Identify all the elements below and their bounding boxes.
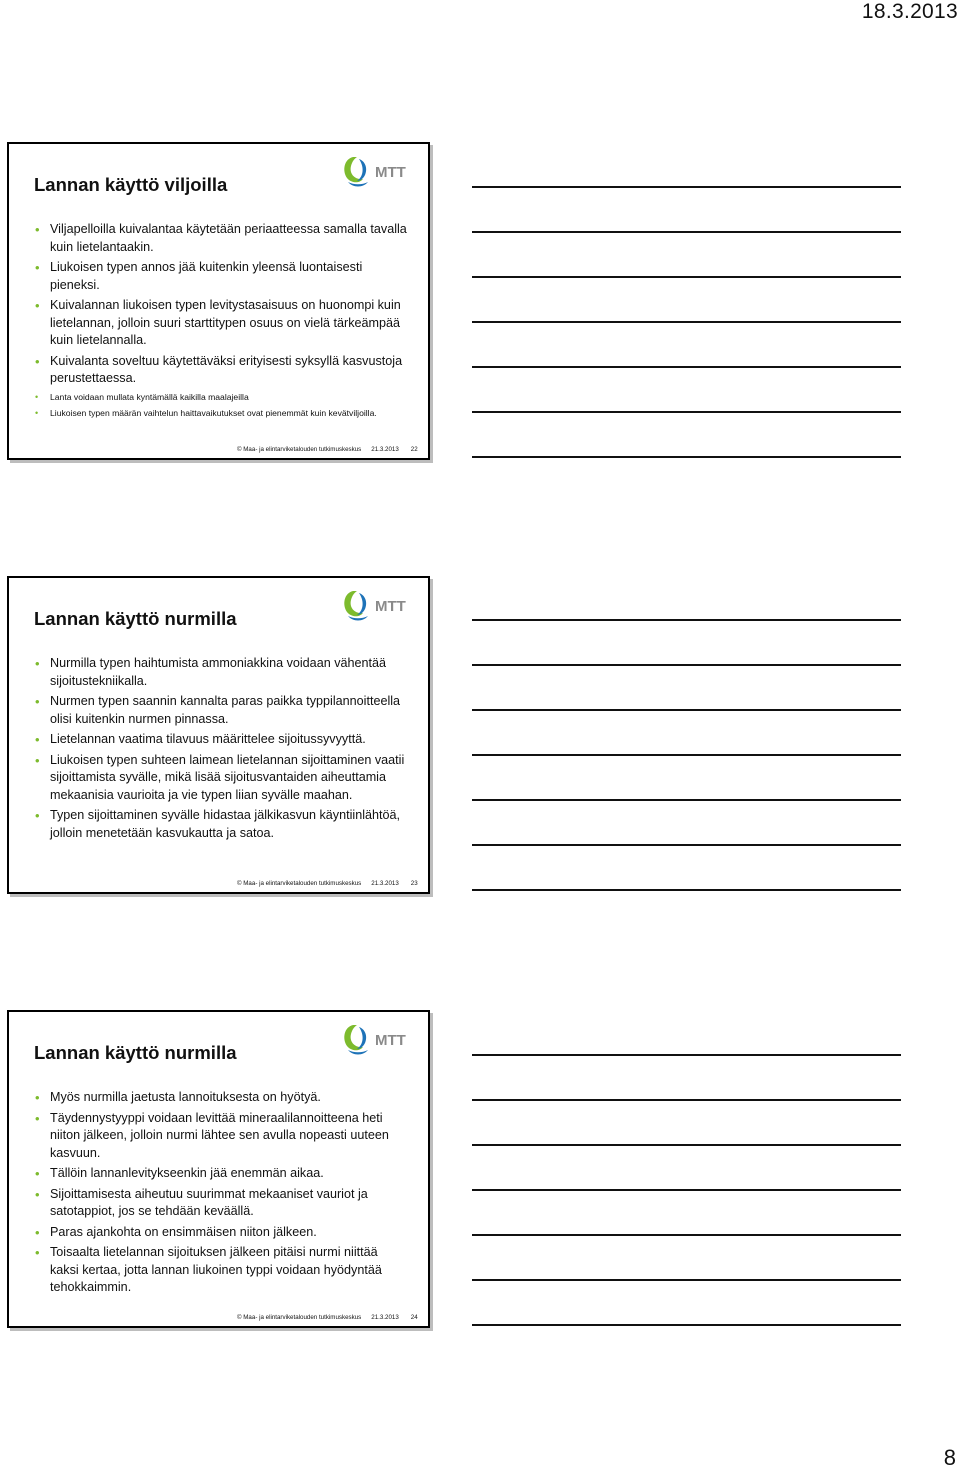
slide-24 xyxy=(7,1010,430,1328)
bullet-item: • Paras ajankohta on ensimmäisen niiton jälkeen. xyxy=(35,1224,317,1240)
notes-lines xyxy=(472,619,901,934)
sub-bullet-item: • Lanta voidaan mullata kyntämällä kaikilla maalajeilla xyxy=(35,391,249,402)
bullet-dot-icon: • xyxy=(35,1224,40,1240)
logo-text: MTT xyxy=(375,164,406,181)
bullet-dot-icon: • xyxy=(35,298,40,313)
bullet-dot-icon: • xyxy=(35,656,40,671)
slide-footer: © Maa- ja elintarviketalouden tutkimuskeskus 21.3.2013 22 xyxy=(237,446,418,453)
slide-22 xyxy=(7,142,430,460)
bullet-item: • Typen sijoittaminen syvälle hidastaa jälkikasvun käyntiinlähtöä, jolloin menetetään kasvukautta ja satoa. xyxy=(35,808,401,840)
logo-text: MTT xyxy=(375,1032,406,1049)
bullet-item: • Nurmen typen saannin kannalta paras paikka typpilannoitteella olisi kuitenkin nurmen pinnassa. xyxy=(35,694,401,726)
bullet-dot-icon: • xyxy=(35,1090,40,1105)
bullet-dot-icon: • xyxy=(35,391,39,402)
slide-title: Lannan käyttö nurmilla xyxy=(34,608,237,629)
bullet-item: • Toisaalta lietelannan sijoituksen jälkeen pitäisi nurmi niittää kaksi kertaa, jotta lannan liukoinen typpi voidaan hyödyntää tehokkaimmin. xyxy=(35,1245,382,1294)
bullet-item: • Täydennystyyppi voidaan levittää mineraalilannoitteena heti niiton jälkeen, jolloin nurmi lähtee sen avulla nopeasti uuteen kasvuun. xyxy=(35,1110,389,1160)
mtt-logo-icon xyxy=(341,153,417,191)
bullet-item: • Sijoittamisesta aiheutuu suurimmat mekaaniset vauriot ja satotappiot, jos se tehdään keväällä. xyxy=(35,1186,368,1218)
mtt-logo-icon xyxy=(341,1021,417,1059)
bullet-item: • Kuivalanta soveltuu käytettäväksi erityisesti syksyllä kasvustoja perustettaessa. xyxy=(35,353,403,385)
logo-text: MTT xyxy=(375,598,406,615)
bullet-item: • Liukoisen typen suhteen laimean lietelannan sijoittaminen vaatii sijoittamista syvälle, mikä lisää sijoitusvantaiden aiheuttamia mekaanisia vaurioita ja vie typen liian syvälle maahan. xyxy=(35,752,405,802)
print-date: 18.3.2013 xyxy=(861,0,958,23)
bullet-dot-icon: • xyxy=(35,407,39,418)
slide-footer: © Maa- ja elintarviketalouden tutkimuskeskus 21.3.2013 23 xyxy=(237,880,418,887)
bullet-item: • Myös nurmilla jaetusta lannoituksesta on hyötyä. xyxy=(35,1090,321,1105)
sub-bullet-item: • Liukoisen typen määrän vaihtelun haittavaikutukset ovat pienemmät kuin kevätviljoilla. xyxy=(35,407,377,418)
bullet-dot-icon: • xyxy=(35,1245,40,1260)
bullet-item: • Kuivalannan liukoisen typen levitystasaisuus on huonompi kuin lietelannan, jolloin suuri starttitypen osuus on vielä tärkeämpää kuin lietelannalla. xyxy=(35,298,401,347)
bullet-dot-icon: • xyxy=(35,353,40,369)
bullet-dot-icon: • xyxy=(35,1166,40,1181)
bullet-item: • Liukoisen typen annos jää kuitenkin yleensä luontaisesti pieneksi. xyxy=(35,260,363,292)
bullet-dot-icon: • xyxy=(35,694,40,709)
bullet-dot-icon: • xyxy=(35,752,40,768)
page-number: 8 xyxy=(943,1445,956,1470)
bullet-dot-icon: • xyxy=(35,732,40,747)
slide-footer: © Maa- ja elintarviketalouden tutkimuskeskus 21.3.2013 24 xyxy=(237,1314,418,1321)
notes-lines xyxy=(472,1054,901,1369)
bullet-dot-icon: • xyxy=(35,260,40,275)
bullet-dot-icon: • xyxy=(35,1110,40,1126)
bullet-item: • Nurmilla typen haihtumista ammoniakkina voidaan vähentää sijoitustekniikalla. xyxy=(35,656,387,688)
bullet-item: • Tällöin lannanlevitykseenkin jää enemmän aikaa. xyxy=(35,1166,324,1181)
bullet-item: • Viljapelloilla kuivalantaa käytetään periaatteessa samalla tavalla kuin lietelantaakin. xyxy=(35,222,407,254)
bullet-item: • Lietelannan vaatima tilavuus määrittelee sijoitussyvyyttä. xyxy=(35,732,366,747)
slide-title: Lannan käyttö viljoilla xyxy=(34,174,228,195)
notes-lines xyxy=(472,186,901,501)
mtt-logo-icon xyxy=(341,587,417,625)
bullet-dot-icon: • xyxy=(35,222,40,237)
bullet-dot-icon: • xyxy=(35,1186,40,1202)
slide-23 xyxy=(7,576,430,894)
bullet-dot-icon: • xyxy=(35,808,40,823)
slide-title: Lannan käyttö nurmilla xyxy=(34,1042,237,1063)
